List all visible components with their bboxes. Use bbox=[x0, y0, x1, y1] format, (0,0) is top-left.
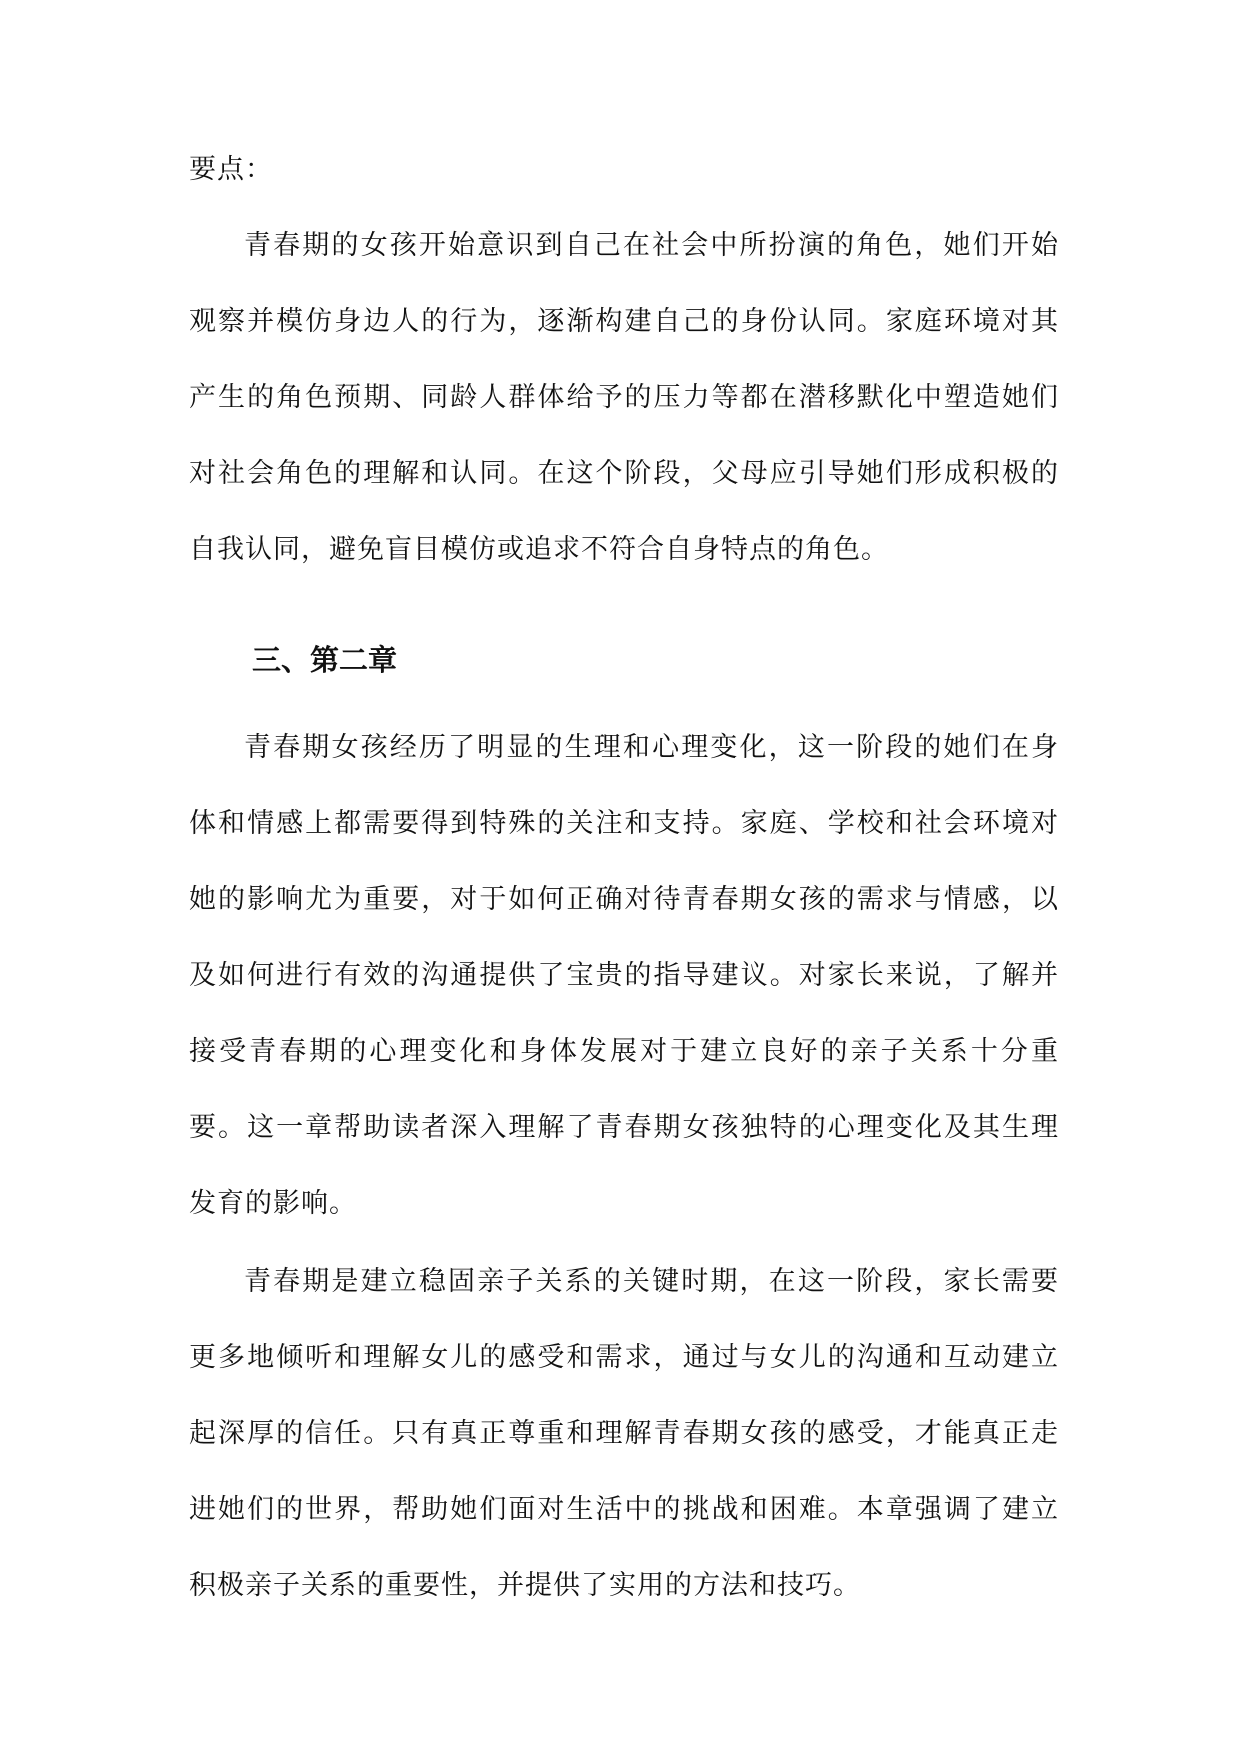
section-heading: 三、第二章 bbox=[252, 643, 398, 677]
intro-label: 要点： bbox=[189, 154, 273, 185]
paragraph-line: 发育的影响。 bbox=[189, 1188, 357, 1219]
paragraph-line: 起深厚的信任。只有真正尊重和理解青春期女孩的感受，才能真正走 bbox=[189, 1418, 1059, 1449]
paragraph-line: 及如何进行有效的沟通提供了宝贵的指导建议。对家长来说，了解并 bbox=[189, 960, 1059, 991]
paragraph-line: 观察并模仿身边人的行为，逐渐构建自己的身份认同。家庭环境对其 bbox=[189, 306, 1059, 337]
paragraph-line: 青春期女孩经历了明显的生理和心理变化，这一阶段的她们在身 bbox=[244, 732, 1059, 763]
paragraph-line: 积极亲子关系的重要性，并提供了实用的方法和技巧。 bbox=[189, 1570, 861, 1601]
paragraph-line: 对社会角色的理解和认同。在这个阶段，父母应引导她们形成积极的 bbox=[189, 458, 1059, 489]
paragraph-line: 自我认同，避免盲目模仿或追求不符合自身特点的角色。 bbox=[189, 534, 889, 565]
paragraph-line: 青春期的女孩开始意识到自己在社会中所扮演的角色，她们开始 bbox=[244, 230, 1059, 261]
paragraph-line: 体和情感上都需要得到特殊的关注和支持。家庭、学校和社会环境对 bbox=[189, 808, 1059, 839]
paragraph-line: 进她们的世界，帮助她们面对生活中的挑战和困难。本章强调了建立 bbox=[189, 1494, 1059, 1525]
paragraph-line: 要。这一章帮助读者深入理解了青春期女孩独特的心理变化及其生理 bbox=[189, 1112, 1059, 1143]
paragraph-line: 青春期是建立稳固亲子关系的关键时期，在这一阶段，家长需要 bbox=[244, 1266, 1059, 1297]
paragraph-line: 产生的角色预期、同龄人群体给予的压力等都在潜移默化中塑造她们 bbox=[189, 382, 1059, 413]
paragraph-line: 接受青春期的心理变化和身体发展对于建立良好的亲子关系十分重 bbox=[189, 1036, 1059, 1067]
paragraph-line: 她的影响尤为重要，对于如何正确对待青春期女孩的需求与情感，以 bbox=[189, 884, 1059, 915]
paragraph-line: 更多地倾听和理解女儿的感受和需求，通过与女儿的沟通和互动建立 bbox=[189, 1342, 1059, 1373]
